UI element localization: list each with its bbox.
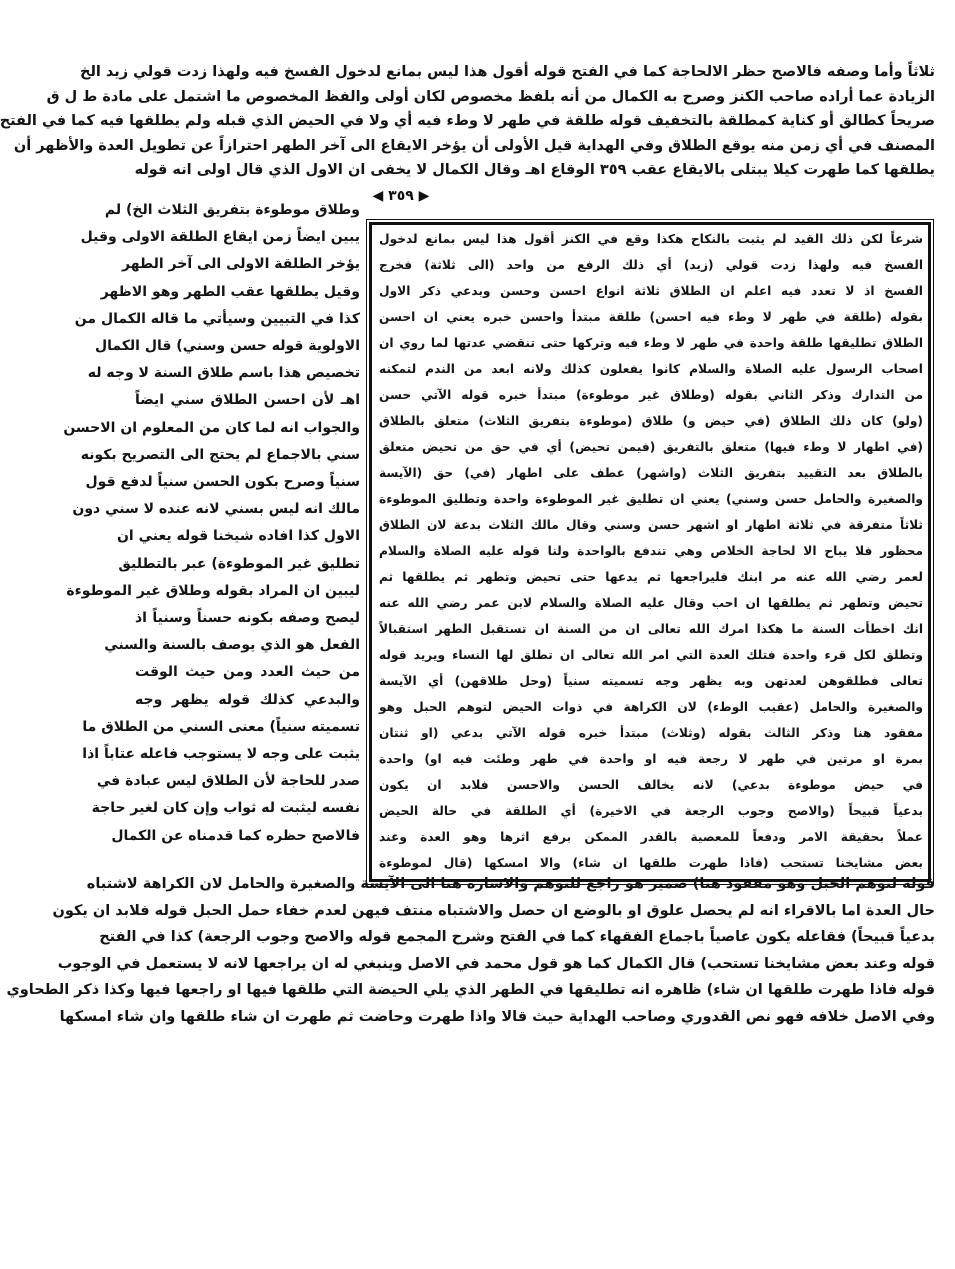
side-line: يؤخر الطلقة الاولى الى آخر الطهر [122,256,360,273]
box-line: الطلاق تطليقها طلقة واحدة في طهر لا وطء فيه وتركها حتى تنقضي عدتها لما روي ان [379,336,923,350]
side-line: وطلاق موطوءة بتفريق الثلاث الخ) لم [104,202,360,218]
box-line: بمرة او مرتين في طهر لا رجعة فيه او واحدة في طهر وطئت فيه او) واحدة [379,752,923,766]
side-line: ليصح وصفه بكونه حسناً وسنياً اذ [135,610,360,626]
side-line: مالك انه ليس بسني لانه عنده لا سني دون [72,501,360,518]
bottom-line: حال العدة اما بالاقراء انه لم يحصل علوق او بالوضع ان حصل والاشتباه منتف فيهن لعدم خفاء حمل الحبل قوله فلابد ان يكون [52,902,935,919]
top-line: صريحاً كطالق أو كناية كمطلقة بالتخفيف قوله طلقة في طهر لا وطء فيه أي ولا في الحيض الذي قبله ولم يطلقها فيه كما في الفتح [0,113,935,129]
box-line: والصغيرة والحامل حسن وسني) يعني ان تطليق غير الموطوءة واحدة وتطليق الموطوءة [379,492,923,506]
side-line: فالاصح حظره كما قدمناه عن الكمال [111,827,360,844]
top-line: الزيادة عما أراده صاحب الكنز وصرح به الكمال من أنه بلفظ مخصوص لكان أولى والفظ المخصوص ما اشتمل على مادة ط ل ق [46,88,935,105]
box-line: بعض مشايخنا تستحب (فاذا طهرت طلقها ان شاء) والا امسكها (قال لموطوءة [379,856,923,870]
side-line: الاول كذا افاده شيخنا قوله يعني ان [116,528,360,545]
box-line: ثلاثاً متفرقة في ثلاثة اطهار او اشهر حسن وسني وقال مالك الثلاث بدعة لان الطلاق [379,518,923,532]
top-line: المصنف في أي زمن منه يوقع الطلاق وفي الهداية قيل الأولى أن يؤخر الايقاع الى آخر الطهر احترازاً عن تطويل العدة والأظهر أن [13,137,935,154]
side-line: تخصيص هذا باسم طلاق السنة لا وجه له [87,365,360,382]
box-line: عملاً بحقيقة الامر ودفعاً للمعصية بالقدر الممكن برفع اثرها وهو العدة وعند [379,830,923,844]
box-line: محظور فلا يباح الا لحاجة الخلاص وهي تندفع بالواحدة ولنا قوله عليه الصلاة والسلام [379,544,923,558]
box-line: الفسخ اذ لا تعدد فيه اعلم ان الطلاق ثلاثة انواع احسن وحسن وبدعي ذكر الاول [379,284,923,298]
box-line: تعالى فطلقوهن لعدتهن وبه يظهر وجه تسميته سنياً (وحل طلاقهن) أي الآيسة [379,674,923,688]
side-line: صدر للحاجة لأن الطلاق ليس عبادة في [96,773,360,790]
side-line: يبين ايضاً زمن ايقاع الطلقة الاولى وقيل [80,229,360,246]
side-line: والبدعي كذلك قوله يظهر وجه [135,691,360,708]
bottom-line: بدعياً قبيحاً) فقاعله يكون عاصياً باجماع الفقهاء كما في الفتح وشرح المجمع قوله والاصح وجوب الرجعة) كذا في الفتح [99,929,935,945]
box-line: انك اخطأت السنة ما هكذا امرك الله تعالى ان من السنة ان تستقبل الطهر استقبالاً [379,622,923,636]
side-line: اهـ لأن احسن الطلاق سني ايضاً [135,392,360,409]
box-line: بدعياً قبيحاً (والاصح وجوب الرجعة في الاخيرة) أي الطلقة في حالة الحيض [379,804,923,818]
bottom-line: وفي الاصل خلافه فهو نص القدوري وصاحب الهداية حيث قالا واذا طهرت وحاضت ثم طهرت ان شاء طلقها وان شاء امسكها [59,1008,935,1025]
box-line: والصغيرة والحامل (عقيب الوطء) لان الكراهة في ذوات الحيض لتوهم الحبل وهو [379,700,923,714]
bottom-line: قوله لتوهم الحبل وهو مفقود هنا) ضمير هو راجع للتوهم والاشارة هنا الى الآيسة والصغيرة والحامل لان الكراهة لاشتباه [86,876,935,892]
box-line: اصحاب الرسول عليه الصلاة والسلام كانوا يفعلون كذلك ولانه ابعد من الندم لتمكنه [379,362,923,376]
side-line: ليبين ان المراد بقوله وطلاق غير الموطوءة [66,582,360,599]
box-line: لعمر رضي الله عنه مر ابنك فليراجعها ثم يدعها حتى تحيض وتطهر ثم يطلقها ثم [379,570,923,584]
box-line: بقوله (طلقة في طهر لا وطء فيه احسن) طلقة مبتدأ واحسن خبره يعني ان احسن [379,310,923,324]
box-line: مفقود هنا وذكر الثالث بقوله (وثلاث) مبتدأ خبره قوله الآتي بدعي (او ثنتان [379,726,923,740]
box-line: من التدارك وذكر الثاني بقوله (وطلاق غير موطوءة) مبتدأ خبره قوله الآتي حسن [379,388,923,402]
side-line: كذا في التبيين وسيأتي ما قاله الكمال من [74,310,360,327]
box-line: (ولو) كان ذلك الطلاق (في حيض و) طلاق (موطوءة بتفريق الثلاث) متعلق بالطلاق [379,414,923,428]
side-line: والجواب انه لما كان من المعلوم ان الاحسن [63,419,360,436]
side-line: نفسه ليثبت له ثواب وإن كان لغير حاجة [91,800,360,817]
box-line: (في اطهار لا وطء فيها) متعلق بالتفريق (فيمن تحيض) أي في حق من تحيض متعلق [379,440,923,454]
box-line: في حيض موطوءة بدعي) لانه يخالف الحسن والاحسن فلابد ان يكون [379,778,923,792]
side-line: يثبت على وجه لا يستوجب فاعله عتاباً اذا [82,746,360,762]
top-line: يطلقها كما طهرت كيلا يبتلى بالايقاع عقب ٣٥٩ الوقاع اهـ وقال الكمال لا يخفى ان الاول الذي قال اولى انه قوله [134,162,935,178]
side-line: الاولوية قوله حسن وسني) قال الكمال [94,338,360,354]
side-line: تسميته سنياً) معنى السني من الطلاق ما [82,718,360,735]
side-line: تطليق غير الموطوءة) عبر بالتطليق [118,555,360,572]
side-line: سنياً وصرح بكون الحسن سنياً لدفع قول [85,474,360,490]
box-line: الفسخ فيه ولهذا زدت قولي (زيد) أي ذلك الرفع من واحد (الى ثلاثة) فخرج [379,258,923,272]
side-line: وقيل يطلقها عقب الطهر وهو الاظهر [100,283,360,300]
bottom-line: قوله فاذا طهرت طلقها ان شاء) ظاهره انه تطليقها في الطهر الذي يلي الحيضة التي طلقها فيها او راجعها فيها وكذا ذكر الطحاوي [6,982,935,998]
box-line: بالطلاق بعد التقييد بتفريق الثلاث (واشهر) عطف على اطهار (في) حق (الآيسة [379,466,923,480]
page-number: ◀ ٣٥٩ ▶ [372,188,430,204]
bottom-line: قوله وعند بعض مشايخنا تستحب) قال الكمال كما هو قول محمد في الاصل وينبغي له ان يراجعها لانه لا يستعمل في الوجوب [57,955,935,972]
box-line: وتطلق لكل قرء واحدة فتلك العدة التي امر الله تعالى ان تطلق لها النساء ويريد قوله [379,648,923,662]
side-line: من حيث العدد ومن حيث الوقت [135,664,360,681]
top-line: ثلاثاً وأما وصفه فالاصح حظر الالحاجة كما في الفتح قوله أقول هذا ليس بمانع لدخول الفسخ فيه ولهذا زدت قولي زيد الخ [80,64,935,80]
side-line: سني بالاجماع لم يحتج الى التصريح بكونه [80,446,360,463]
side-line: الفعل هو الذي يوصف بالسنة والسني [104,637,360,654]
box-line: تحيض وتطهر ثم يطلقها ان احب وقال عليه الصلاة والسلام لابن عمر رضي الله عنه [379,596,923,610]
box-line: شرعاً لكن ذلك القيد لم يثبت بالنكاح هكذا وقع في الكنز أقول هذا ليس بمانع لدخول [379,232,923,246]
